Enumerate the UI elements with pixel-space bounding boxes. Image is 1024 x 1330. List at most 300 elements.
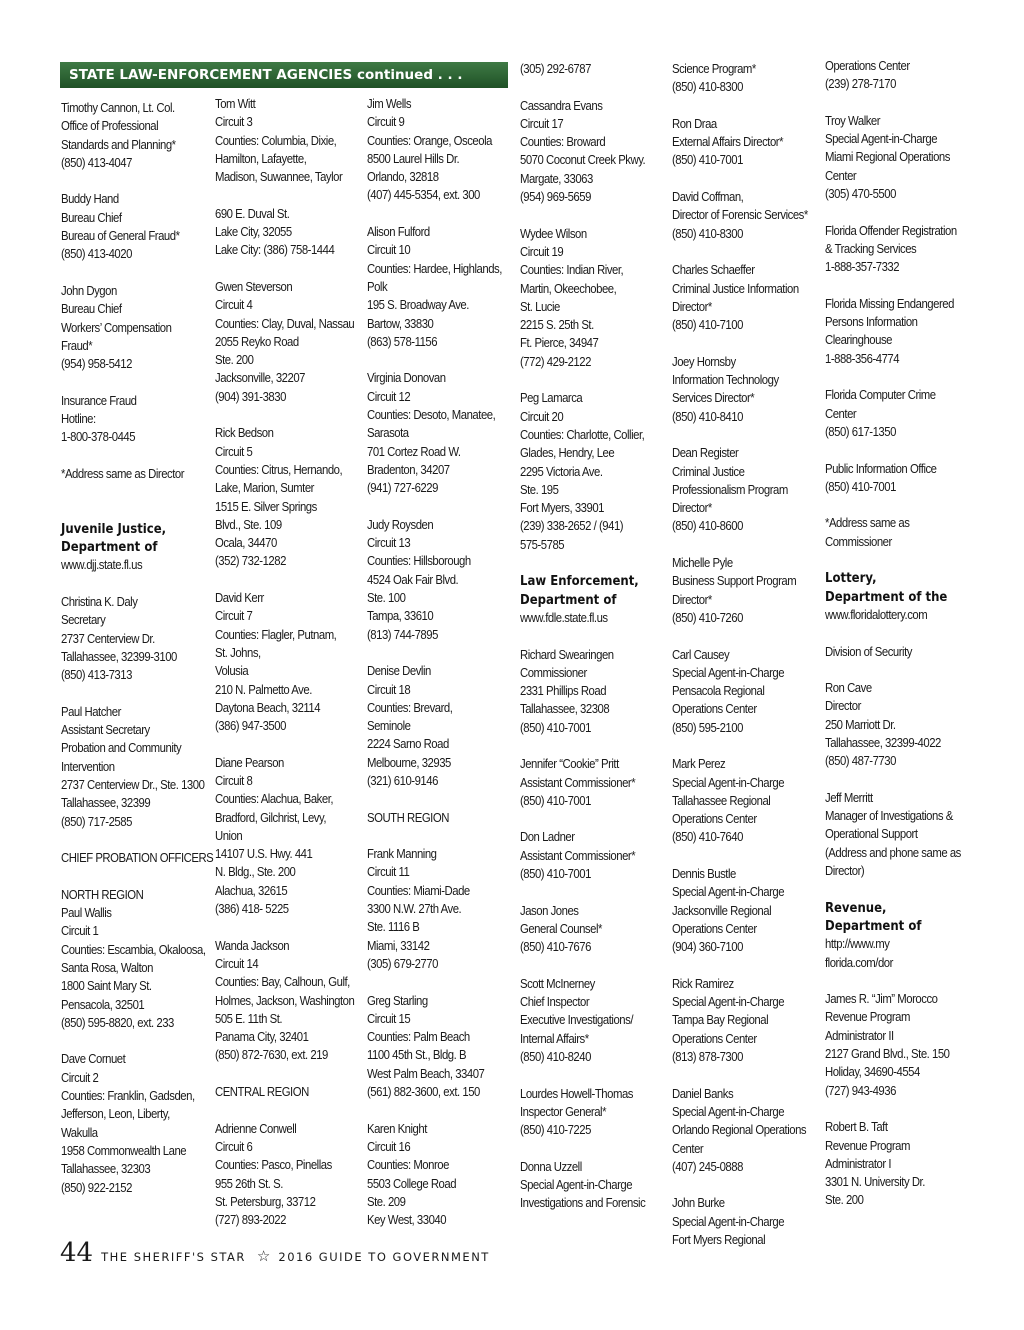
directory-line: (239) 338-2652 / (941) (520, 518, 624, 534)
directory-line: (850) 410-7225 (520, 1122, 591, 1138)
directory-line: Timothy Cannon, Lt. Col. (61, 100, 175, 115)
directory-line: Ron Draa (672, 115, 717, 131)
directory-line: Counties: Indian River, (520, 262, 624, 278)
directory-line: Lake, Marion, Sumter (215, 480, 314, 496)
directory-line: Denise Devlin (367, 663, 431, 679)
directory-line: Paul Wallis (61, 905, 112, 921)
directory-line: Ocala, 34470 (215, 535, 277, 551)
directory-line: www.djj.state.fl.us (61, 557, 143, 573)
directory-line: 1-888-357-7332 (825, 259, 900, 275)
directory-line: (Address and phone same as (825, 844, 961, 860)
directory-line: Donna Uzzell (520, 1158, 582, 1174)
spacer (672, 1066, 808, 1084)
spacer (825, 972, 961, 990)
directory-line: 2737 Centerview Dr., Ste. 1300 (61, 776, 205, 792)
spacer (215, 260, 354, 278)
spacer (215, 186, 354, 204)
directory-line: Commissioner (520, 664, 587, 680)
guide-title: 2016 GUIDE TO GOVERNMENT (278, 1250, 490, 1264)
spacer (672, 627, 808, 645)
column-3 (367, 95, 502, 1229)
directory-line: 2737 Centerview Dr. (61, 630, 155, 646)
spacer (825, 368, 961, 386)
directory-line: Paul Hatcher (61, 703, 121, 719)
directory-line: Circuit 6 (215, 1138, 253, 1154)
spacer (61, 502, 213, 520)
directory-line: 690 E. Duval St. (215, 205, 290, 221)
section-heading: Lottery, (825, 570, 877, 587)
directory-line: Director* (672, 298, 712, 314)
directory-line: (386) 947-3500 (215, 718, 286, 734)
directory-line: Tallahassee, 32399-3100 (61, 648, 177, 664)
directory-line: (850) 410-8600 (672, 518, 743, 534)
directory-line: Circuit 3 (215, 114, 253, 130)
directory-line: (407) 445-5354, ext. 300 (367, 187, 480, 203)
directory-line: Counties: Bay, Calhoun, Gulf, (215, 974, 350, 990)
spacer (61, 483, 213, 501)
directory-line: Tampa Bay Regional (672, 1012, 769, 1028)
directory-line: SOUTH REGION (367, 809, 449, 825)
directory-line: Chief Inspector (520, 994, 590, 1010)
directory-line: St. Johns, (215, 644, 261, 660)
directory-line: Circuit 14 (215, 955, 259, 971)
directory-line: Tampa, 33610 (367, 608, 434, 624)
directory-line: 4524 Oak Fair Blvd. (367, 571, 459, 587)
directory-line: Counties: Broward (520, 134, 606, 150)
directory-line: Bradenton, 34207 (367, 461, 450, 477)
directory-line: Panama City, 32401 (215, 1029, 309, 1045)
directory-line: (850) 595-2100 (672, 719, 743, 735)
directory-line: www.fdle.state.fl.us (520, 609, 608, 625)
directory-line: Inspector General* (520, 1103, 607, 1119)
directory-line: Special Agent-in-Charge (825, 131, 938, 147)
directory-line: (850) 487-7730 (825, 753, 896, 769)
spacer (825, 496, 961, 514)
directory-line: Investigations and Forensic (520, 1195, 646, 1211)
directory-line: Hotline: (61, 411, 96, 427)
directory-line: (850) 410-7001 (520, 866, 591, 882)
directory-line: Seminole (367, 718, 411, 734)
directory-line: www.floridalottery.com (825, 606, 928, 622)
directory-line: Rick Ramirez (672, 975, 734, 991)
directory-line: Troy Walker (825, 112, 881, 128)
directory-line: Special Agent-in-Charge (672, 1213, 785, 1229)
directory-line: Revenue Program (825, 1137, 910, 1153)
directory-line: (850) 410-7001 (672, 152, 743, 168)
directory-line: Karen Knight (367, 1120, 427, 1136)
directory-line: Counties: Columbia, Dixie, (215, 132, 337, 148)
spacer (672, 536, 808, 554)
directory-line: Sarasota (367, 425, 409, 441)
directory-line: Director* (672, 500, 712, 516)
spacer (520, 371, 645, 389)
directory-line: Jacksonville Regional (672, 902, 772, 918)
spacer (61, 867, 213, 885)
directory-line: (863) 578-1156 (367, 333, 438, 349)
directory-line: (850) 410-8410 (672, 408, 743, 424)
directory-line: 8500 Laurel Hills Dr. (367, 150, 460, 166)
directory-line: Michelle Pyle (672, 555, 733, 571)
directory-line: Special Agent-in-Charge (672, 994, 785, 1010)
spacer (215, 406, 354, 424)
directory-line: (305) 470-5500 (825, 186, 896, 202)
directory-line: Operations Center (672, 811, 757, 827)
directory-line: Director) (825, 863, 865, 879)
directory-line: Alachua, 32615 (215, 882, 288, 898)
directory-line: Carl Causey (672, 646, 730, 662)
directory-line: (813) 878-7300 (672, 1049, 743, 1065)
directory-line: Scott McInerney (520, 975, 595, 991)
directory-line: 2055 Reyko Road (215, 333, 299, 349)
directory-line: David Kerr (215, 590, 264, 606)
directory-line: (561) 882-3600, ext. 150 (367, 1084, 480, 1100)
directory-line: Dennis Bustle (672, 866, 736, 882)
directory-line: Counties: Palm Beach (367, 1029, 470, 1045)
directory-line: Wakulla (61, 1124, 98, 1140)
directory-line: Pensacola Regional (672, 683, 765, 699)
spacer (367, 1101, 502, 1119)
spacer (825, 661, 961, 679)
directory-line: Ste. 1116 B (367, 919, 420, 935)
directory-line: Mark Perez (672, 756, 726, 772)
directory-line: http://www.my (825, 936, 890, 952)
directory-line: Persons Information (825, 314, 918, 330)
directory-line: NORTH REGION (61, 886, 144, 902)
directory-line: 210 N. Palmetto Ave. (215, 681, 312, 697)
directory-line: Circuit 18 (367, 681, 411, 697)
spacer (215, 1065, 354, 1083)
directory-line: John Dygon (61, 282, 117, 298)
directory-line: Commissioner (825, 533, 892, 549)
directory-line: Charles Schaeffer (672, 262, 755, 278)
section-heading: Department of (520, 591, 617, 608)
directory-line: (850) 410-7640 (672, 829, 743, 845)
directory-line: Secretary (61, 612, 106, 628)
directory-line: (850) 410-7001 (520, 719, 591, 735)
directory-line: (850) 410-7100 (672, 317, 743, 333)
directory-line: 5503 College Road (367, 1175, 457, 1191)
spacer (215, 571, 354, 589)
directory-line: 575-5785 (520, 536, 565, 552)
directory-line: 5070 Coconut Creek Pkwy. (520, 152, 646, 168)
directory-line: John Burke (672, 1195, 725, 1211)
directory-line: Fort Myers, 33901 (520, 500, 604, 516)
directory-line: Miami, 33142 (367, 937, 430, 953)
section-heading: Department of (825, 917, 922, 934)
directory-line: Counties: Charlotte, Collier, (520, 426, 645, 442)
column-4 (520, 60, 645, 1213)
directory-line: (352) 732-1282 (215, 553, 286, 569)
directory-line: Ste. 200 (215, 352, 254, 368)
directory-line: Daytona Beach, 32114 (215, 699, 321, 715)
directory-line: Operations Center (672, 701, 757, 717)
spacer (672, 243, 808, 261)
directory-line: Virginia Donovan (367, 370, 446, 386)
directory-line: Peg Lamarca (520, 390, 583, 406)
directory-line: Bureau Chief (61, 301, 122, 317)
directory-line: Circuit 4 (215, 297, 253, 313)
directory-line: 2127 Grand Blvd., Ste. 150 (825, 1046, 950, 1062)
spacer (520, 810, 645, 828)
spacer (520, 627, 645, 645)
section-heading: Department of the (825, 588, 948, 605)
spacer (520, 554, 645, 572)
directory-line: *Address same as Director (61, 465, 185, 481)
directory-line: Special Agent-in-Charge (672, 884, 785, 900)
directory-line: Special Agent-in-Charge (672, 664, 785, 680)
directory-line: (941) 727-6229 (367, 480, 438, 496)
directory-line: Jason Jones (520, 902, 579, 918)
directory-line: Cassandra Evans (520, 97, 603, 113)
directory-line: Administrator I (825, 1155, 892, 1171)
directory-line: Operational Support (825, 826, 918, 842)
directory-line: Office of Professional (61, 118, 159, 134)
spacer (61, 447, 213, 465)
directory-line: Counties: Escambia, Okaloosa, (61, 941, 206, 957)
directory-line: (305) 292-6787 (520, 61, 591, 76)
directory-line: Tallahassee, 32303 (61, 1161, 151, 1177)
directory-line: 955 26th St. S. (215, 1175, 283, 1191)
directory-line: (850) 872-7630, ext. 219 (215, 1047, 328, 1063)
column-5 (672, 60, 808, 1249)
directory-line: Fraud* (61, 337, 93, 353)
directory-line: Daniel Banks (672, 1085, 734, 1101)
directory-line: Ft. Pierce, 34947 (520, 335, 599, 351)
spacer (825, 277, 961, 295)
spacer (61, 685, 213, 703)
directory-line: Buddy Hand (61, 191, 119, 207)
page-number: 44 (60, 1238, 94, 1268)
directory-line: (727) 893-2022 (215, 1212, 286, 1228)
directory-line: Florida Offender Registration (825, 222, 957, 238)
directory-line: 2295 Victoria Ave. (520, 463, 603, 479)
directory-line: (850) 410-7001 (825, 478, 896, 494)
directory-line: Tallahassee Regional (672, 792, 771, 808)
directory-line: 195 S. Broadway Ave. (367, 297, 469, 313)
directory-line: Center (825, 167, 857, 183)
directory-line: *Address same as (825, 515, 910, 531)
directory-line: Public Information Office (825, 460, 937, 476)
directory-line: Union (215, 827, 243, 843)
directory-line: Counties: Citrus, Hernando, (215, 461, 343, 477)
spacer (825, 441, 961, 459)
directory-line: (321) 610-9146 (367, 772, 438, 788)
spacer (520, 1140, 645, 1158)
directory-line: Clearinghouse (825, 332, 892, 348)
directory-line: (850) 922-2152 (61, 1179, 132, 1195)
directory-line: Melbourne, 32935 (367, 754, 451, 770)
directory-line: Jeff Merritt (825, 789, 873, 805)
directory-line: CHIEF PROBATION OFFICERS (61, 850, 214, 866)
directory-line: Science Program* (672, 61, 756, 76)
directory-line: Lake City: (386) 758-1444 (215, 242, 335, 258)
directory-line: Special Agent-in-Charge (520, 1177, 633, 1193)
spacer (520, 78, 645, 96)
directory-line: Counties: Franklin, Gadsden, (61, 1088, 195, 1104)
directory-line: Center (825, 405, 857, 421)
directory-line: Director* (672, 591, 712, 607)
directory-line: Bartow, 33830 (367, 315, 434, 331)
directory-line: Circuit 16 (367, 1138, 411, 1154)
directory-line: Division of Security (825, 643, 912, 659)
directory-line: Standards and Planning* (61, 136, 176, 152)
directory-line: Tallahassee, 32308 (520, 701, 610, 717)
directory-line: Probation and Community (61, 740, 182, 756)
directory-line: (850) 595-8820, ext. 233 (61, 1014, 174, 1030)
directory-line: Circuit 15 (367, 1010, 411, 1026)
directory-line: Richard Swearingen (520, 646, 614, 662)
publication-name: THE SHERIFF'S STAR (101, 1250, 246, 1264)
directory-line: Counties: Hillsborough (367, 553, 471, 569)
spacer (215, 918, 354, 936)
directory-line: Jennifer “Cookie” Pritt (520, 756, 619, 772)
spacer (520, 737, 645, 755)
directory-line: 2224 Sarno Road (367, 736, 449, 752)
directory-line: (850) 410-7001 (520, 792, 591, 808)
directory-line: Assistant Commissioner* (520, 774, 636, 790)
spacer (367, 351, 502, 369)
directory-line: (904) 360-7100 (672, 939, 743, 955)
directory-line: Criminal Justice (672, 463, 745, 479)
directory-line: Circuit 7 (215, 608, 253, 624)
directory-line: Joey Hornsby (672, 353, 736, 369)
directory-line: Circuit 20 (520, 408, 564, 424)
directory-line: (850) 410-8300 (672, 79, 743, 95)
directory-line: Administrator II (825, 1027, 894, 1043)
directory-line: Hamilton, Lafayette, (215, 150, 307, 166)
spacer (61, 373, 213, 391)
directory-line: Intervention (61, 758, 115, 774)
directory-line: 701 Cortez Road W. (367, 443, 461, 459)
directory-line: Bureau of General Fraud* (61, 228, 180, 244)
directory-line: (727) 943-4936 (825, 1082, 896, 1098)
directory-line: Jacksonville, 32207 (215, 370, 306, 386)
directory-line: Wydee Wilson (520, 225, 587, 241)
directory-line: Tallahassee, 32399 (61, 795, 151, 811)
directory-line: Lourdes Howell-Thomas (520, 1085, 633, 1101)
directory-line: Circuit 17 (520, 115, 564, 131)
directory-line: (813) 744-7895 (367, 626, 438, 642)
directory-line: Circuit 2 (61, 1069, 99, 1085)
directory-line: (850) 410-7676 (520, 939, 591, 955)
spacer (672, 957, 808, 975)
directory-line: David Coffman, (672, 189, 744, 205)
directory-line: Robert B. Taft (825, 1119, 888, 1135)
directory-line: Business Support Program (672, 573, 797, 589)
spacer (367, 644, 502, 662)
spacer (672, 737, 808, 755)
directory-line: Circuit 19 (520, 243, 564, 259)
directory-line: (305) 679-2770 (367, 955, 438, 971)
directory-line: (239) 278-7170 (825, 76, 896, 92)
spacer (520, 206, 645, 224)
directory-line: Miami Regional Operations (825, 149, 950, 165)
directory-line: 1515 E. Silver Springs (215, 498, 317, 514)
directory-line: Bradford, Gilchrist, Levy, (215, 809, 327, 825)
directory-line: St. Petersburg, 33712 (215, 1193, 316, 1209)
directory-line: Operations Center (825, 58, 910, 73)
column-2 (215, 95, 354, 1229)
spacer (215, 1101, 354, 1119)
directory-line: Counties: Hardee, Highlands, (367, 260, 502, 276)
directory-line: 2331 Phillips Road (520, 683, 607, 699)
spacer (367, 827, 502, 845)
spacer (520, 957, 645, 975)
directory-line: Jefferson, Leon, Liberty, (61, 1106, 170, 1122)
directory-line: (850) 717-2585 (61, 813, 132, 829)
directory-line: (850) 410-7260 (672, 609, 743, 625)
directory-line: CENTRAL REGION (215, 1084, 309, 1100)
directory-line: Counties: Clay, Duval, Nassau (215, 315, 355, 331)
directory-line: Counties: Desoto, Manatee, (367, 407, 496, 423)
spacer (825, 624, 961, 642)
directory-line: Director of Forensic Services* (672, 207, 808, 223)
directory-line: Tom Witt (215, 96, 256, 111)
directory-line: Insurance Fraud (61, 392, 137, 408)
directory-line: Alison Fulford (367, 224, 430, 240)
directory-line: Glades, Hendry, Lee (520, 445, 615, 461)
directory-line: Counties: Miami-Dade (367, 882, 470, 898)
directory-line: (386) 418- 5225 (215, 901, 289, 917)
directory-line: Pensacola, 32501 (61, 996, 145, 1012)
directory-line: Services Director* (672, 390, 755, 406)
directory-line: Tallahassee, 32399-4022 (825, 734, 941, 750)
directory-line: 505 E. 11th St. (215, 1010, 283, 1026)
spacer (367, 973, 502, 991)
directory-line: Counties: Monroe (367, 1157, 449, 1173)
directory-line: Fort Myers Regional (672, 1232, 766, 1247)
spacer (61, 831, 213, 849)
spacer (672, 97, 808, 115)
section-heading: Department of (61, 539, 158, 556)
star-icon: ☆ (256, 1247, 271, 1265)
directory-line: St. Lucie (520, 298, 560, 314)
spacer (825, 1100, 961, 1118)
directory-line: (772) 429-2122 (520, 353, 591, 369)
spacer (825, 551, 961, 569)
spacer (215, 735, 354, 753)
directory-line: Professionalism Program (672, 481, 788, 497)
directory-line: Special Agent-in-Charge (672, 1103, 785, 1119)
directory-line: Internal Affairs* (520, 1030, 589, 1046)
directory-line: 250 Marriott Dr. (825, 716, 896, 732)
directory-line: James R. “Jim” Morocco (825, 991, 938, 1007)
directory-line: Ron Cave (825, 680, 872, 696)
directory-line: 14107 U.S. Hwy. 441 (215, 846, 313, 862)
directory-line: Greg Starling (367, 992, 428, 1008)
directory-line: Circuit 12 (367, 388, 411, 404)
directory-line: Counties: Orange, Osceola (367, 132, 492, 148)
directory-line: Circuit 1 (61, 923, 99, 939)
section-banner: STATE LAW-ENFORCEMENT AGENCIES continued . . . (60, 62, 508, 88)
directory-line: General Counsel* (520, 920, 602, 936)
spacer (61, 1032, 213, 1050)
directory-line: Santa Rosa, Walton (61, 959, 153, 975)
directory-line: Adrienne Conwell (215, 1120, 297, 1136)
directory-line: (954) 958-5412 (61, 356, 132, 372)
spacer (520, 883, 645, 901)
directory-line: Orlando Regional Operations (672, 1122, 807, 1138)
directory-line: Orlando, 32818 (367, 169, 439, 185)
spacer (672, 847, 808, 865)
directory-line: Jim Wells (367, 96, 412, 111)
directory-line: Ste. 209 (367, 1193, 406, 1209)
directory-line: Ste. 200 (825, 1192, 864, 1208)
directory-line: Circuit 13 (367, 535, 411, 551)
directory-line: (850) 413-7313 (61, 667, 132, 683)
directory-line: 1958 Commonwealth Lane (61, 1142, 187, 1158)
directory-line: 3301 N. University Dr. (825, 1174, 925, 1190)
